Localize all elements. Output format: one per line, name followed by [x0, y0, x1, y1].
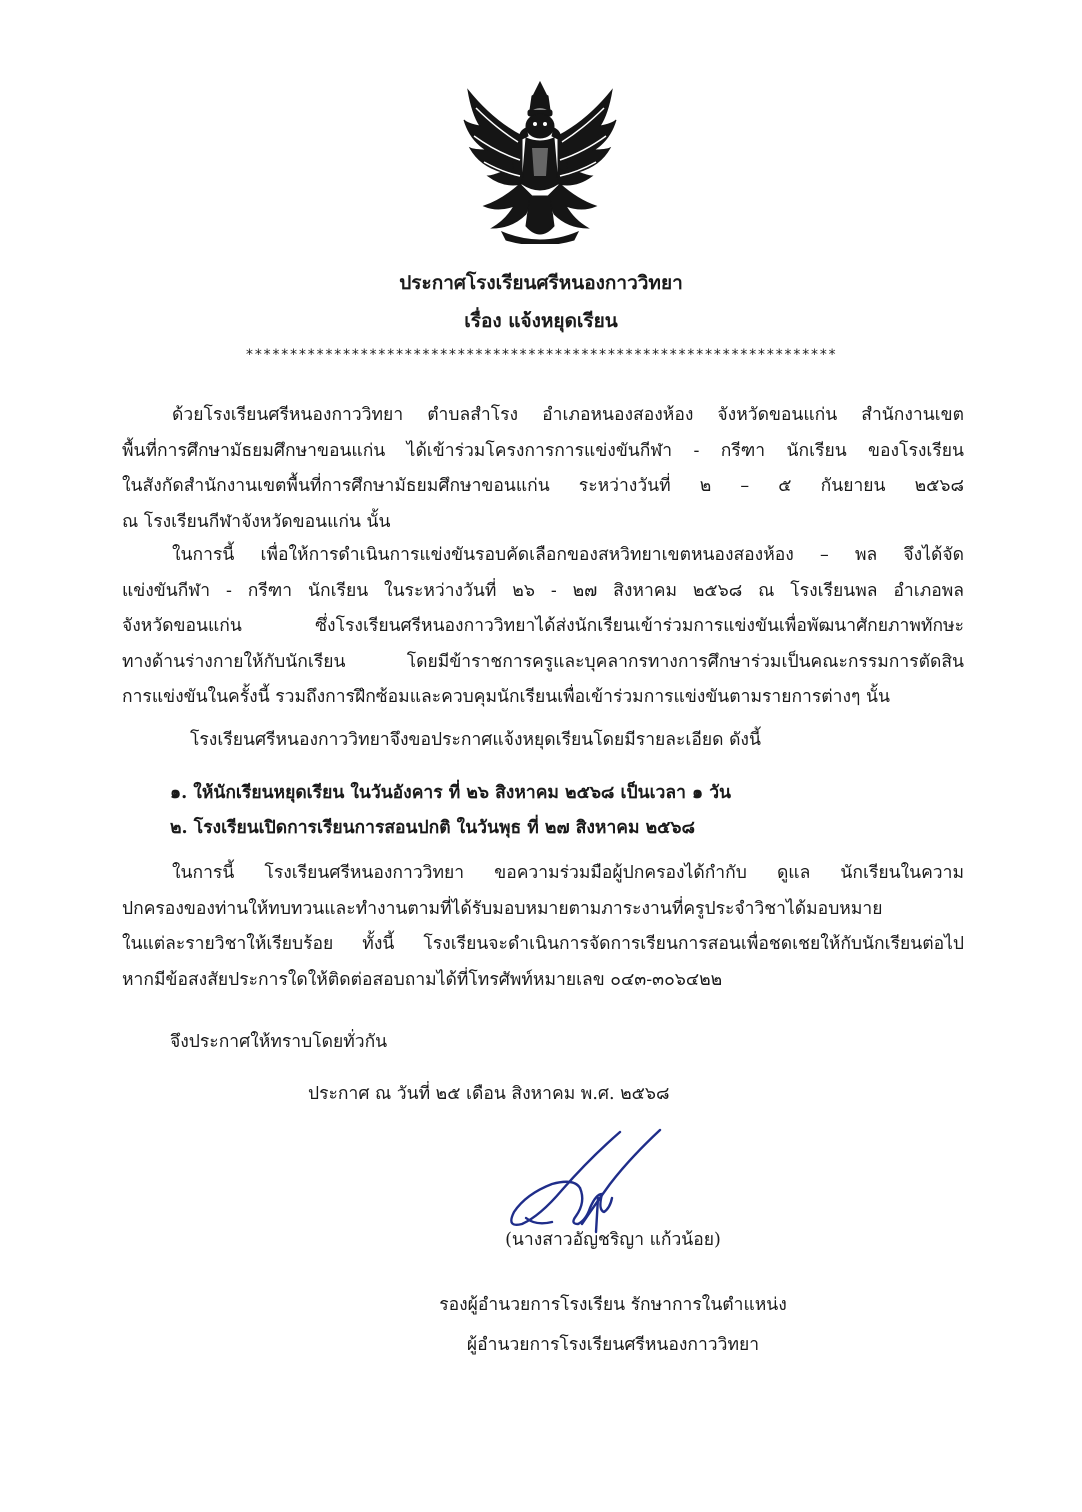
- paragraph-line: โรงเรียนศรีหนองกาววิทยาจึงขอประกาศแจ้งหยุดเรียนโดยมีรายละเอียด ดังนี้: [190, 730, 761, 750]
- paragraph-line: ทางด้านร่างกายให้กับนักเรียน โดยมีข้าราชการครูและบุคลากรทางการศึกษาร่วมเป็นคณะกรรมการตัดสิน: [122, 651, 964, 672]
- announcement-subject: เรื่อง แจ้งหยุดเรียน: [464, 310, 618, 332]
- paragraph-2: [122, 538, 964, 716]
- announcement-item: ๑. ให้นักเรียนหยุดเรียน ในวันอังคาร ที่ ๒๖ สิงหาคม ๒๕๖๘ เป็นเวลา ๑ วัน: [170, 783, 732, 803]
- paragraph-1: [122, 398, 964, 540]
- paragraph-line: แข่งขันกีฬา - กรีฑา นักเรียน ในระหว่างวันที่ ๒๖ - ๒๗ สิงหาคม ๒๕๖๘ ณ โรงเรียนพล อำเภอพล: [122, 580, 964, 601]
- announcement-item: ๒. โรงเรียนเปิดการเรียนการสอนปกติ ในวันพุธ ที่ ๒๗ สิงหาคม ๒๕๖๘: [170, 818, 696, 838]
- paragraph-line: ในการนี้ เพื่อให้การดำเนินการแข่งขันรอบคัดเลือกของสหวิทยาเขตหนองสองห้อง – พล จึงได้จัด: [172, 545, 964, 565]
- paragraph-line: ณ โรงเรียนกีฬาจังหวัดขอนแก่น นั้น: [122, 511, 391, 532]
- separator-line: *******************************************************************: [245, 347, 837, 363]
- signatory-name: (นางสาวอัญชริญา แก้วน้อย): [505, 1230, 721, 1250]
- paragraph-line: ในการนี้ โรงเรียนศรีหนองกาววิทยา ขอความร่วมมือผู้ปกครองได้กำกับ ดูแล นักเรียนในความ: [172, 863, 964, 883]
- paragraph-line: จังหวัดขอนแก่น ซึ่งโรงเรียนศรีหนองกาววิทยาได้ส่งนักเรียนเข้าร่วมการแข่งขันเพื่อพัฒนาศักยภาพทักษะ: [122, 616, 964, 636]
- paragraph-line: การแข่งขันในครั้งนี้ รวมถึงการฝึกซ้อมและควบคุมนักเรียนเพื่อเข้าร่วมการแข่งขันตามรายการต่างๆ นั้น: [122, 687, 890, 707]
- paragraph-line: ในแต่ละรายวิชาให้เรียบร้อย ทั้งนี้ โรงเรียนจะดำเนินการจัดการเรียนการสอนเพื่อชดเชยให้กับนักเรียนต่อไป: [122, 934, 964, 954]
- paragraph-line: ด้วยโรงเรียนศรีหนองกาววิทยา ตำบลสำโรง อำเภอหนองสองห้อง จังหวัดขอนแก่น สำนักงานเขต: [172, 405, 964, 425]
- paragraph-line: หากมีข้อสงสัยประการใดให้ติดต่อสอบถามได้ที่โทรศัพท์หมายเลข ๐๔๓-๓๐๖๔๒๒: [122, 969, 723, 990]
- handwritten-signature-icon: [470, 1128, 680, 1238]
- paragraph-4: [122, 856, 964, 998]
- paragraph-line: พื้นที่การศึกษามัธยมศึกษาขอนแก่น ได้เข้าร่วมโครงการการแข่งขันกีฬา - กรีฑา นักเรียน ของโรงเรียน: [122, 440, 964, 461]
- announcement-items: [170, 776, 731, 846]
- signatory-position: รองผู้อำนวยการโรงเรียน รักษาการในตำแหน่ง: [439, 1295, 787, 1315]
- signatory-position-2: ผู้อำนวยการโรงเรียนศรีหนองกาววิทยา: [466, 1335, 760, 1355]
- announcement-title: ประกาศโรงเรียนศรีหนองกาววิทยา: [399, 272, 683, 294]
- garuda-emblem-icon: [462, 80, 618, 244]
- paragraph-line: ปกครองของท่านให้ทบทวนและทำงานตามที่ได้รับมอบหมายตามภาระงานที่ครูประจำวิชาได้มอบหมาย: [122, 898, 883, 919]
- announcement-date: ประกาศ ณ วันที่ ๒๕ เดือน สิงหาคม พ.ศ. ๒๕๖๘: [308, 1084, 670, 1104]
- paragraph-3: [122, 723, 964, 759]
- closing-statement: จึงประกาศให้ทราบโดยทั่วกัน: [170, 1032, 388, 1052]
- paragraph-line: ในสังกัดสำนักงานเขตพื้นที่การศึกษามัธยมศึกษาขอนแก่น ระหว่างวันที่ ๒ – ๕ กันยายน ๒๕๖๘: [122, 476, 964, 496]
